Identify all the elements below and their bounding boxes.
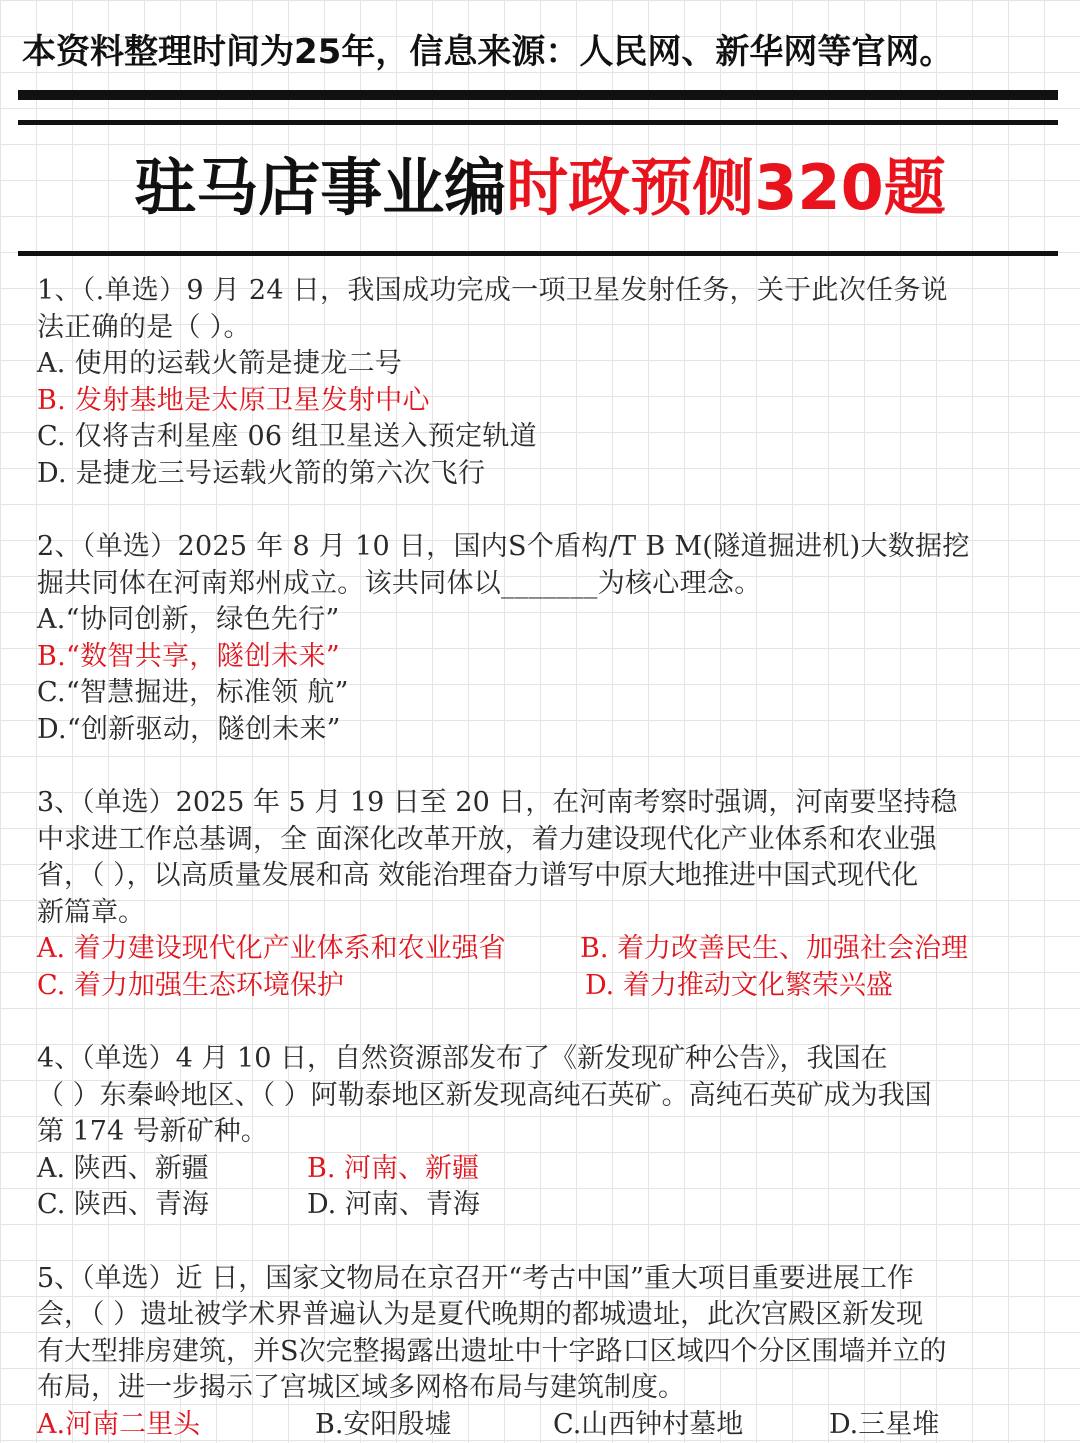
question-stem-line: 2、（单选）2025 年 8 月 10 日，国内S个盾构/T B M(隧道掘进机)大数据挖 xyxy=(37,531,970,562)
option-d: D.三星堆 xyxy=(829,1408,940,1440)
option-c: C.山西钟村墓地 xyxy=(553,1408,744,1440)
option-a-answer: A. 着力建设现代化产业体系和农业强省 xyxy=(37,933,506,964)
question-stem-line: 3、（单选）2025 年 5 月 19 日至 20 日，在河南考察时强调，河南要坚持稳 xyxy=(37,787,958,818)
question-stem-line: （ ）东秦岭地区、（ ）阿勒泰地区新发现高纯石英矿。高纯石英矿成为我国 xyxy=(37,1079,932,1111)
options-row xyxy=(37,968,1067,1005)
question-4 xyxy=(37,1041,1067,1224)
page-title xyxy=(0,138,1080,238)
divider-thick xyxy=(18,90,1058,100)
question-stem-line: 新篇章。 xyxy=(37,896,145,928)
option-a: A. 使用的运载火箭是捷龙二号 xyxy=(37,348,403,379)
option-d: D.“创新驱动，隧创未来” xyxy=(37,713,341,745)
question-3 xyxy=(37,785,1067,1004)
question-stem-line: 省，（ ），以高质量发展和高 效能治理奋力谱写中原大地推进中国式现代化 xyxy=(37,860,919,891)
options-row xyxy=(37,1151,1067,1188)
option-b-answer: B. 河南、新疆 xyxy=(307,1152,480,1184)
option-c-answer: C. 着力加强生态环境保护 xyxy=(37,969,344,1001)
option-a: A.“协同创新，绿色先行” xyxy=(37,604,340,635)
question-1 xyxy=(37,273,1067,492)
question-stem-line: 中求进工作总基调，全 面深化改革开放，着力建设现代化产业体系和农业强 xyxy=(37,823,937,855)
option-a-answer: A.河南二里头 xyxy=(37,1408,201,1440)
question-list xyxy=(37,273,1067,1443)
question-stem-line: 第 174 号新矿种。 xyxy=(37,1116,268,1147)
options-row xyxy=(37,1407,1067,1443)
option-c: C. 仅将吉利星座 06 组卫星送入预定轨道 xyxy=(37,421,537,452)
option-d-answer: D. 着力推动文化繁荣兴盛 xyxy=(585,969,893,1001)
question-stem-line: 5、（单选）近 日，国家文物局在京召开“考古中国”重大项目重要进展工作 xyxy=(37,1262,914,1294)
question-stem-line: 1、（.单选）9 月 24 日，我国成功完成一项卫星发射任务，关于此次任务说 xyxy=(37,275,948,306)
divider xyxy=(18,251,1058,256)
question-stem-line: 布局，进一步揭示了宫城区域多网格布局与建筑制度。 xyxy=(37,1372,685,1403)
title-black-part: 驻马店事业编 xyxy=(134,151,507,224)
question-stem-line: 法正确的是（ ）。 xyxy=(37,311,251,343)
option-b-answer: B. 发射基地是太原卫星发射中心 xyxy=(37,384,430,416)
title-red-part: 时政预侧320题 xyxy=(506,151,946,224)
option-d: D. 河南、青海 xyxy=(307,1189,480,1220)
options-row xyxy=(37,931,1067,968)
divider xyxy=(18,120,1058,125)
option-d: D. 是捷龙三号运载火箭的第六次飞行 xyxy=(37,457,486,489)
question-5 xyxy=(37,1261,1067,1443)
option-c: C.“智慧掘进，标准领 航” xyxy=(37,677,349,708)
question-stem-line: 4、（单选）4 月 10 日，自然资源部发布了《新发现矿种公告》，我国在 xyxy=(37,1043,888,1074)
options-row xyxy=(37,1187,1067,1224)
option-b: B.安阳殷墟 xyxy=(315,1408,452,1440)
option-b-answer: B. 着力改善民生、加强社会治理 xyxy=(580,933,969,964)
question-stem-line: 有大型排房建筑，并S次完整揭露出遗址中十字路口区域四个分区围墙并立的 xyxy=(37,1335,947,1367)
question-2 xyxy=(37,529,1067,748)
option-a: A. 陕西、新疆 xyxy=(37,1152,209,1184)
question-stem-line: 掘共同体在河南郑州成立。该共同体以_______为核心理念。 xyxy=(37,567,762,599)
option-b-answer: B.“数智共享，隧创未来” xyxy=(37,640,340,672)
option-c: C. 陕西、青海 xyxy=(37,1189,209,1220)
source-note: 本资料整理时间为25年，信息来源：人民网、新华网等官网。 xyxy=(22,32,954,72)
question-stem-line: 会，（ ）遗址被学术界普遍认为是夏代晚期的都城遗址，此次宫殿区新发现 xyxy=(37,1299,924,1330)
